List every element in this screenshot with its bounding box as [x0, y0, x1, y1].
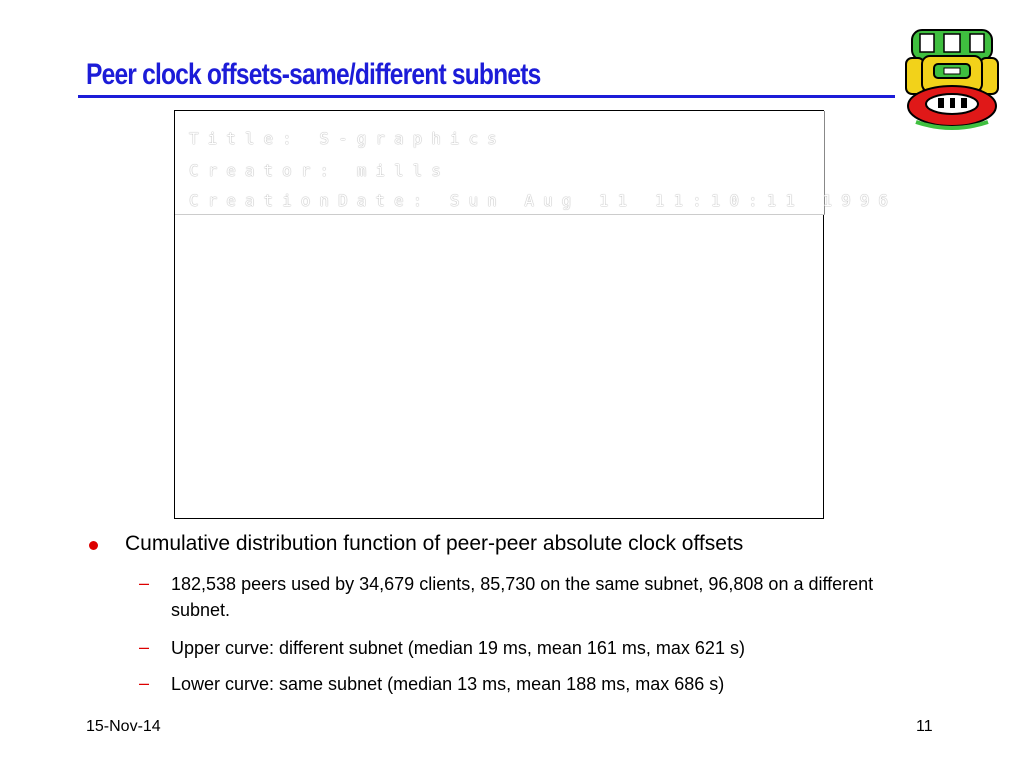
title-underline: [78, 95, 895, 98]
dash-icon: –: [139, 573, 150, 593]
sub-bullet-text: Upper curve: different subnet (median 19 ms, mean 161 ms, max 621 s): [171, 638, 745, 658]
postscript-date-line: CreationDate: Sun Aug 11 11:10:11 1996: [189, 191, 898, 210]
postscript-creator-line: Creator: mills: [189, 161, 450, 180]
embedded-figure: [174, 110, 898, 519]
postscript-header: [175, 111, 898, 215]
bullet-dot-icon: [89, 541, 98, 550]
sub-bullet-text: 182,538 peers used by 34,679 clients, 85,730 on the same subnet, 96,808 on a different subnet.: [171, 574, 874, 620]
dash-icon: –: [139, 673, 150, 693]
dash-icon: –: [139, 637, 150, 657]
footer-date: 15-Nov-14: [86, 718, 161, 735]
page-number: 11: [916, 718, 933, 735]
slide-title: Peer clock offsets-same/different subnets: [86, 58, 541, 91]
sub-bullet-text: Lower curve: same subnet (median 13 ms, mean 188 ms, max 686 s): [171, 674, 725, 694]
postscript-title-line: Title: S-graphics: [189, 129, 506, 148]
mayan-mask-icon: [904, 24, 1000, 132]
main-bullet-text: Cumulative distribution function of peer-peer absolute clock offsets: [125, 532, 744, 555]
